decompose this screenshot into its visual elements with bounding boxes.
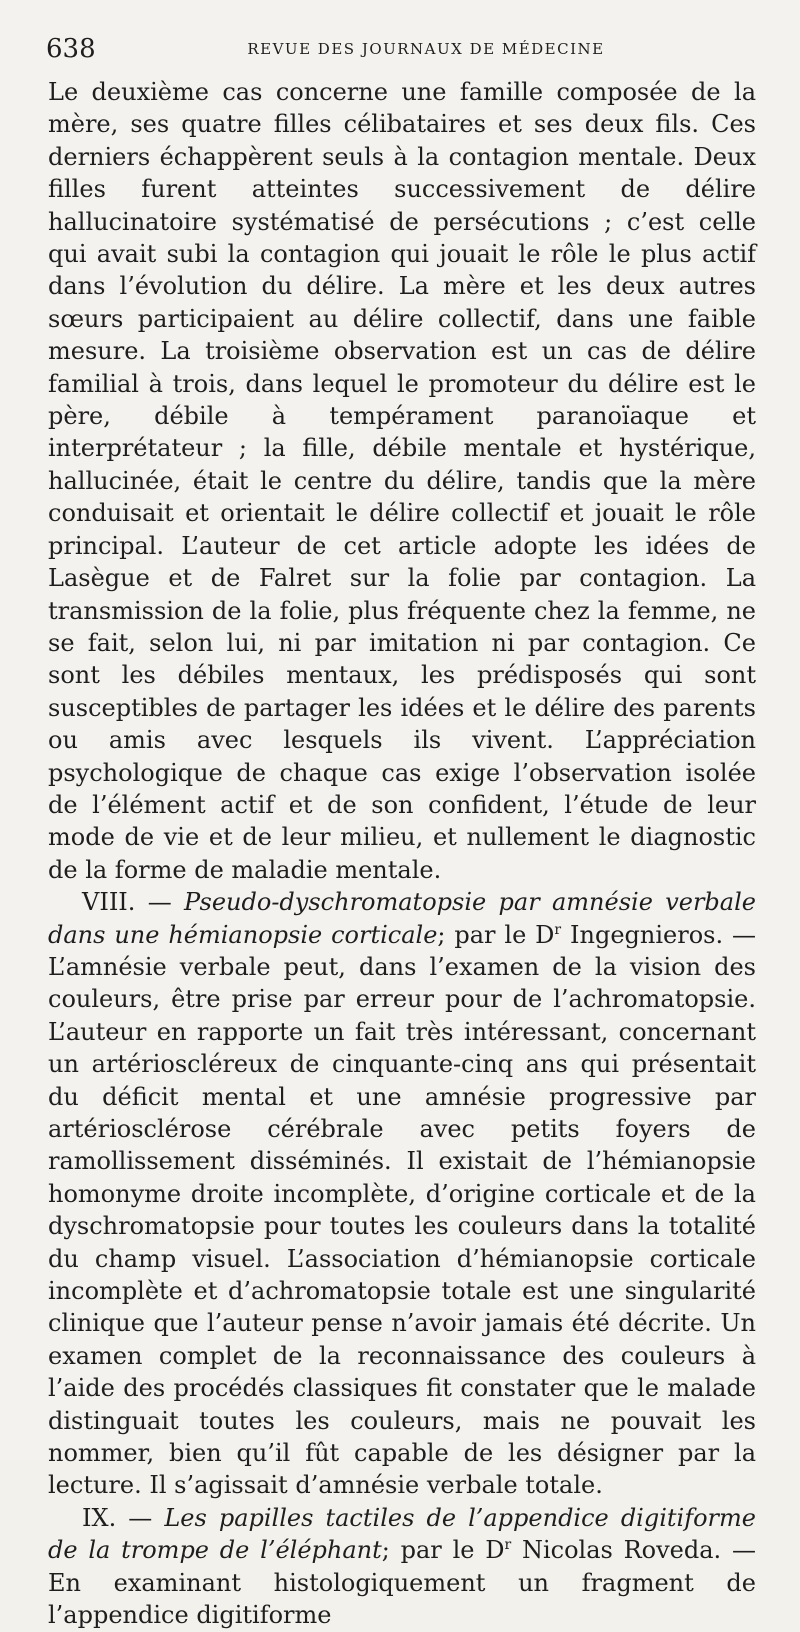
section-ix-byline-sup: r [504, 1537, 512, 1554]
section-viii-text: — L’amnésie verbale peut, dans l’examen de la vision des couleurs, être prise par erreur pour de l’achromatopsie. L’auteur en rapporte un fait très intéressant, concernant un artérioscléreux de cinquante-cinq ans qui présentait du déficit mental et une amnésie progressive par artériosclérose cérébrale avec petits foyers de ramollissement disséminés. Il existait de l’hémianopsie homonyme droite incomplète, d’origine corticale et de la dyschromatopsie pour toutes les couleurs dans la totalité du champ visuel. L’association d’hémianopsie corticale incomplète et d’achromatopsie totale est une singularité clinique que l’auteur pense n’avoir jamais été décrite. Un examen complet de la reconnaissance des couleurs à l’aide des procédés classiques fit constater que le malade distinguait toutes les couleurs, mais ne pouvait les nommer, bien qu’il fût capable de les désigner par la lecture. Il s’agissait d’amnésie verbale totale. [48, 920, 756, 1500]
page-number: 638 [46, 34, 96, 64]
running-title: REVUE DES JOURNAUX DE MÉDECINE [247, 40, 605, 58]
section-ix-byline: ; par le D [381, 1536, 505, 1565]
section-ix-dash: — [128, 1503, 153, 1532]
section-ix-title: Les papilles tactiles de l’appendice digitiforme de la trompe de l’éléphant [48, 1503, 756, 1565]
page-header [46, 34, 764, 64]
section-viii-number: VIII. [82, 888, 136, 917]
section-viii-byline: ; par le D [437, 920, 555, 949]
section-ix-author: Nicolas Roveda. [511, 1536, 722, 1565]
section-viii-author: Ingegnieros. [561, 920, 724, 949]
section-viii-title: Pseudo-dyschromatopsie par amnésie verbale dans une hémianopsie corticale [48, 888, 756, 949]
section-ix-text: — En examinant histologiquement un fragment de l’appendice digitiforme [48, 1536, 756, 1630]
section-viii-byline-sup: r [554, 921, 562, 938]
body-text [48, 76, 756, 1632]
section-ix-number: IX. [82, 1503, 117, 1532]
paragraph-family-case: Le deuxième cas concerne une famille composée de la mère, ses quatre filles célibataires et ses deux fils. Ces derniers échappèrent seuls à la contagion mentale. Deux filles furent atteintes successivement de délire hallucinatoire systématisé de persécutions ; c’est celle qui avait subi la contagion qui jouait le rôle le plus actif dans l’évolution du délire. La mère et les deux autres sœurs participaient au délire collectif, dans une faible mesure. La troisième observation est un cas de délire familial à trois, dans lequel le promoteur du délire est le père, débile à tempérament paranoïaque et interprétateur ; la fille, débile mentale et hystérique, hallucinée, était le centre du délire, tandis que la mère conduisait et orientait le délire collectif et jouait le rôle principal. L’auteur de cet article adopte les idées de Lasègue et de Falret sur la folie par contagion. La transmission de la folie, plus fréquente chez la femme, ne se fait, selon lui, ni par imitation ni par contagion. Ce sont les débiles mentaux, les prédisposés qui sont susceptibles de partager les idées et le délire des parents ou amis avec lesquels ils vivent. L’appréciation psychologique de chaque cas exige l’observation isolée de l’élément actif et de son confident, l’étude de leur mode de vie et de leur milieu, et nullement le diagnostic de la forme de maladie mentale. [48, 78, 756, 884]
section-ix [48, 1502, 756, 1632]
section-viii-dash: — [147, 888, 172, 917]
section-viii [48, 886, 756, 1502]
